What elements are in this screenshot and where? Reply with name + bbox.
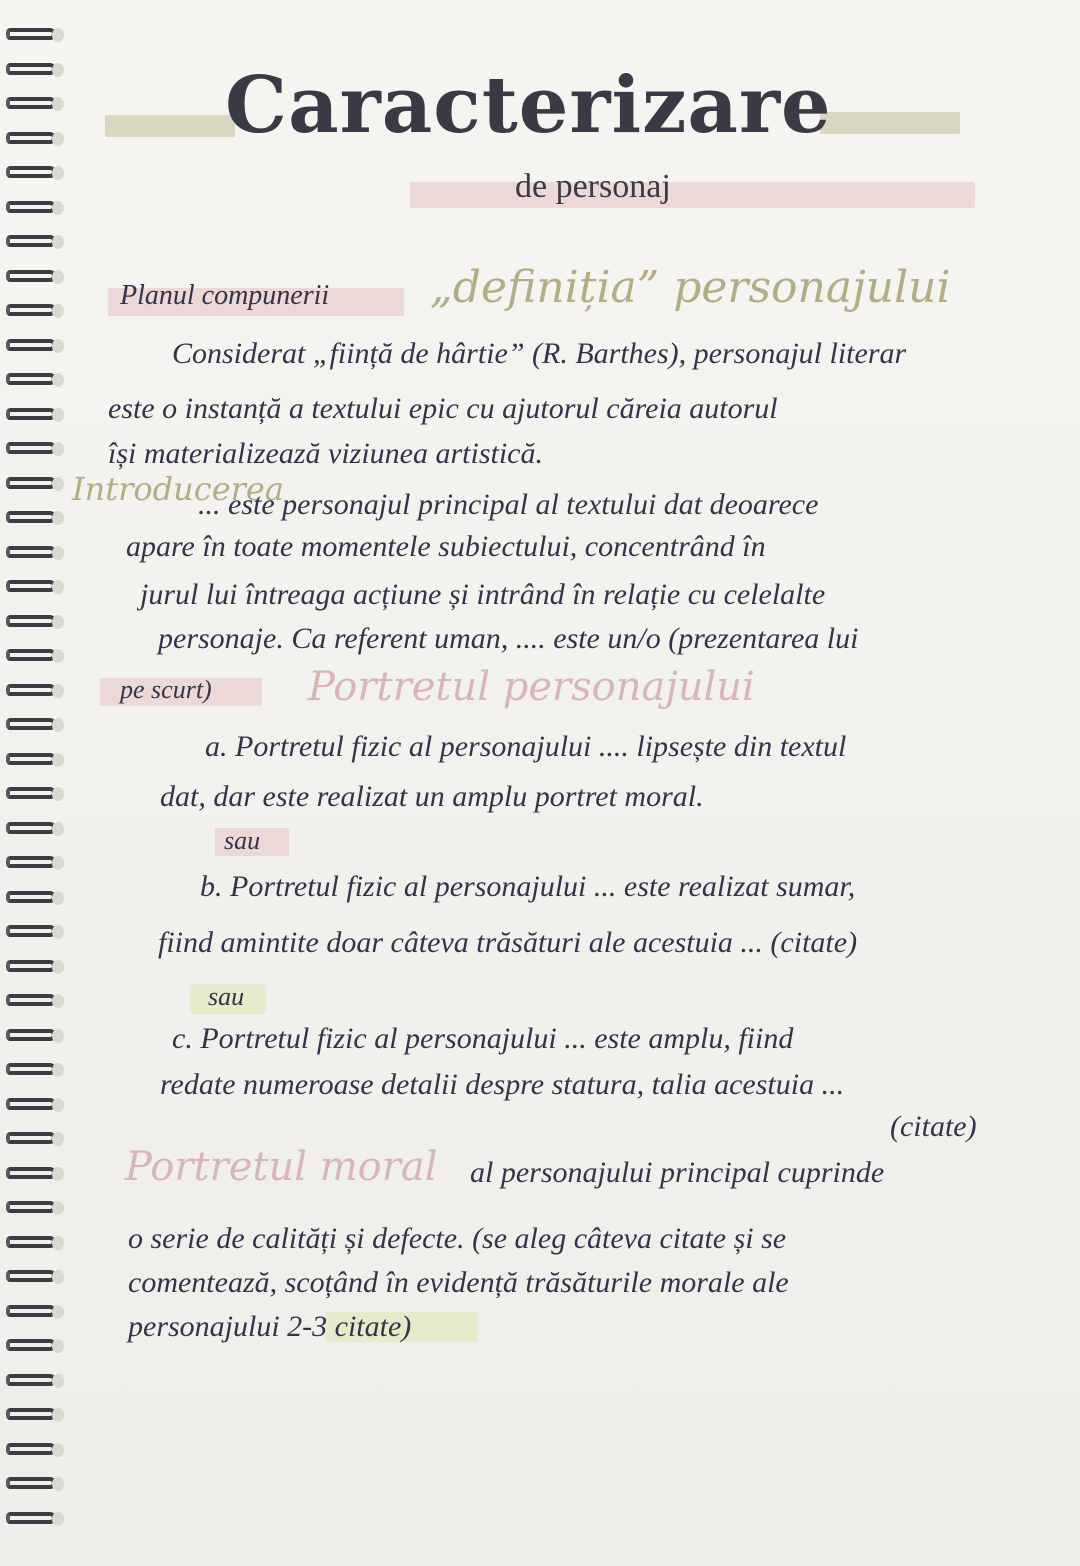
spiral-coil	[6, 850, 64, 876]
portrait-c-line: (citate)	[890, 1110, 977, 1143]
spiral-coil	[6, 126, 64, 152]
or-label: sau	[224, 826, 261, 855]
portrait-a-line: a. Portretul fizic al personajului .... lipsește din textul	[205, 730, 847, 763]
spiral-coil	[6, 1195, 64, 1221]
spiral-coil	[6, 1126, 64, 1152]
page-subtitle: de personaj	[515, 168, 671, 205]
spiral-coil	[6, 643, 64, 669]
plan-label: Planul compunerii	[120, 280, 330, 311]
spiral-coil	[6, 1264, 64, 1290]
title-tape-right	[820, 112, 960, 134]
section-moral-heading: Portretul moral	[125, 1144, 438, 1190]
spiral-coil	[6, 885, 64, 911]
spiral-coil	[6, 436, 64, 462]
portrait-b-line: b. Portretul fizic al personajului ... este realizat sumar,	[200, 870, 856, 903]
portrait-c-line: c. Portretul fizic al personajului ... este amplu, fiind	[172, 1022, 794, 1055]
intro-line: personaje. Ca referent uman, .... este un/o (prezentarea lui	[158, 622, 859, 655]
moral-line: o serie de calități și defecte. (se aleg câteva citate și se	[128, 1222, 787, 1255]
spiral-coil	[6, 574, 64, 600]
spiral-coil	[6, 540, 64, 566]
intro-line: apare în toate momentele subiectului, concentrând în	[126, 530, 766, 563]
moral-line: al personajului principal cuprinde	[470, 1156, 885, 1189]
spiral-coil	[6, 91, 64, 117]
spiral-coil	[6, 781, 64, 807]
spiral-coil	[6, 1402, 64, 1428]
portrait-b-line: fiind amintite doar câteva trăsături ale acestuia ... (citate)	[158, 926, 858, 959]
portrait-c-line: redate numeroase detalii despre statura, talia acestuia ...	[160, 1068, 845, 1101]
section-definition-heading: „definiția” personajului	[430, 262, 951, 313]
moral-line: comentează, scoțând în evidență trăsăturile morale ale	[128, 1266, 789, 1299]
spiral-coil	[6, 471, 64, 497]
spiral-coil	[6, 678, 64, 704]
spiral-coil	[6, 57, 64, 83]
spiral-coil	[6, 160, 64, 186]
spiral-coil	[6, 1437, 64, 1463]
spiral-coil	[6, 333, 64, 359]
spiral-coil	[6, 988, 64, 1014]
spiral-coil	[6, 367, 64, 393]
spiral-coil	[6, 816, 64, 842]
spiral-coil	[6, 747, 64, 773]
spiral-coil	[6, 505, 64, 531]
spiral-coil	[6, 712, 64, 738]
spiral-coil	[6, 919, 64, 945]
spiral-coil	[6, 609, 64, 635]
intro-line: jurul lui întreaga acțiune și intrând în relație cu celelalte	[140, 578, 826, 611]
portrait-a-line: dat, dar este realizat un amplu portret moral.	[160, 780, 704, 813]
spiral-coil	[6, 229, 64, 255]
spiral-coil	[6, 1230, 64, 1256]
spiral-coil	[6, 402, 64, 428]
spiral-coil	[6, 1023, 64, 1049]
definition-line: își materializează viziunea artistică.	[108, 437, 543, 470]
spiral-coil	[6, 1333, 64, 1359]
spiral-coil	[6, 1506, 64, 1532]
definition-line: este o instanță a textului epic cu ajutorul căreia autorul	[108, 392, 778, 425]
spiral-coil	[6, 1368, 64, 1394]
spiral-coil	[6, 954, 64, 980]
or-label: sau	[208, 982, 245, 1011]
title-tape-left	[105, 115, 235, 137]
intro-line: ... este personajul principal al textului dat deoarece	[198, 488, 819, 521]
subtitle-tape	[410, 182, 975, 208]
spiral-coil	[6, 298, 64, 324]
intro-line: pe scurt)	[120, 675, 212, 704]
spiral-coil	[6, 1471, 64, 1497]
spiral-coil	[6, 195, 64, 221]
page-title: Caracterizare	[225, 60, 832, 151]
spiral-coil	[6, 264, 64, 290]
spiral-coil	[6, 1092, 64, 1118]
spiral-binding	[0, 0, 80, 1566]
spiral-coil	[6, 1299, 64, 1325]
definition-line: Considerat „ființă de hârtie” (R. Barthes), personajul literar	[172, 337, 907, 370]
spiral-coil	[6, 22, 64, 48]
section-portrait-heading: Portretul personajului	[308, 664, 755, 710]
moral-line: personajului 2-3 citate)	[128, 1310, 412, 1343]
spiral-coil	[6, 1161, 64, 1187]
intro-heading: Introducerea	[72, 470, 284, 508]
spiral-coil	[6, 1057, 64, 1083]
